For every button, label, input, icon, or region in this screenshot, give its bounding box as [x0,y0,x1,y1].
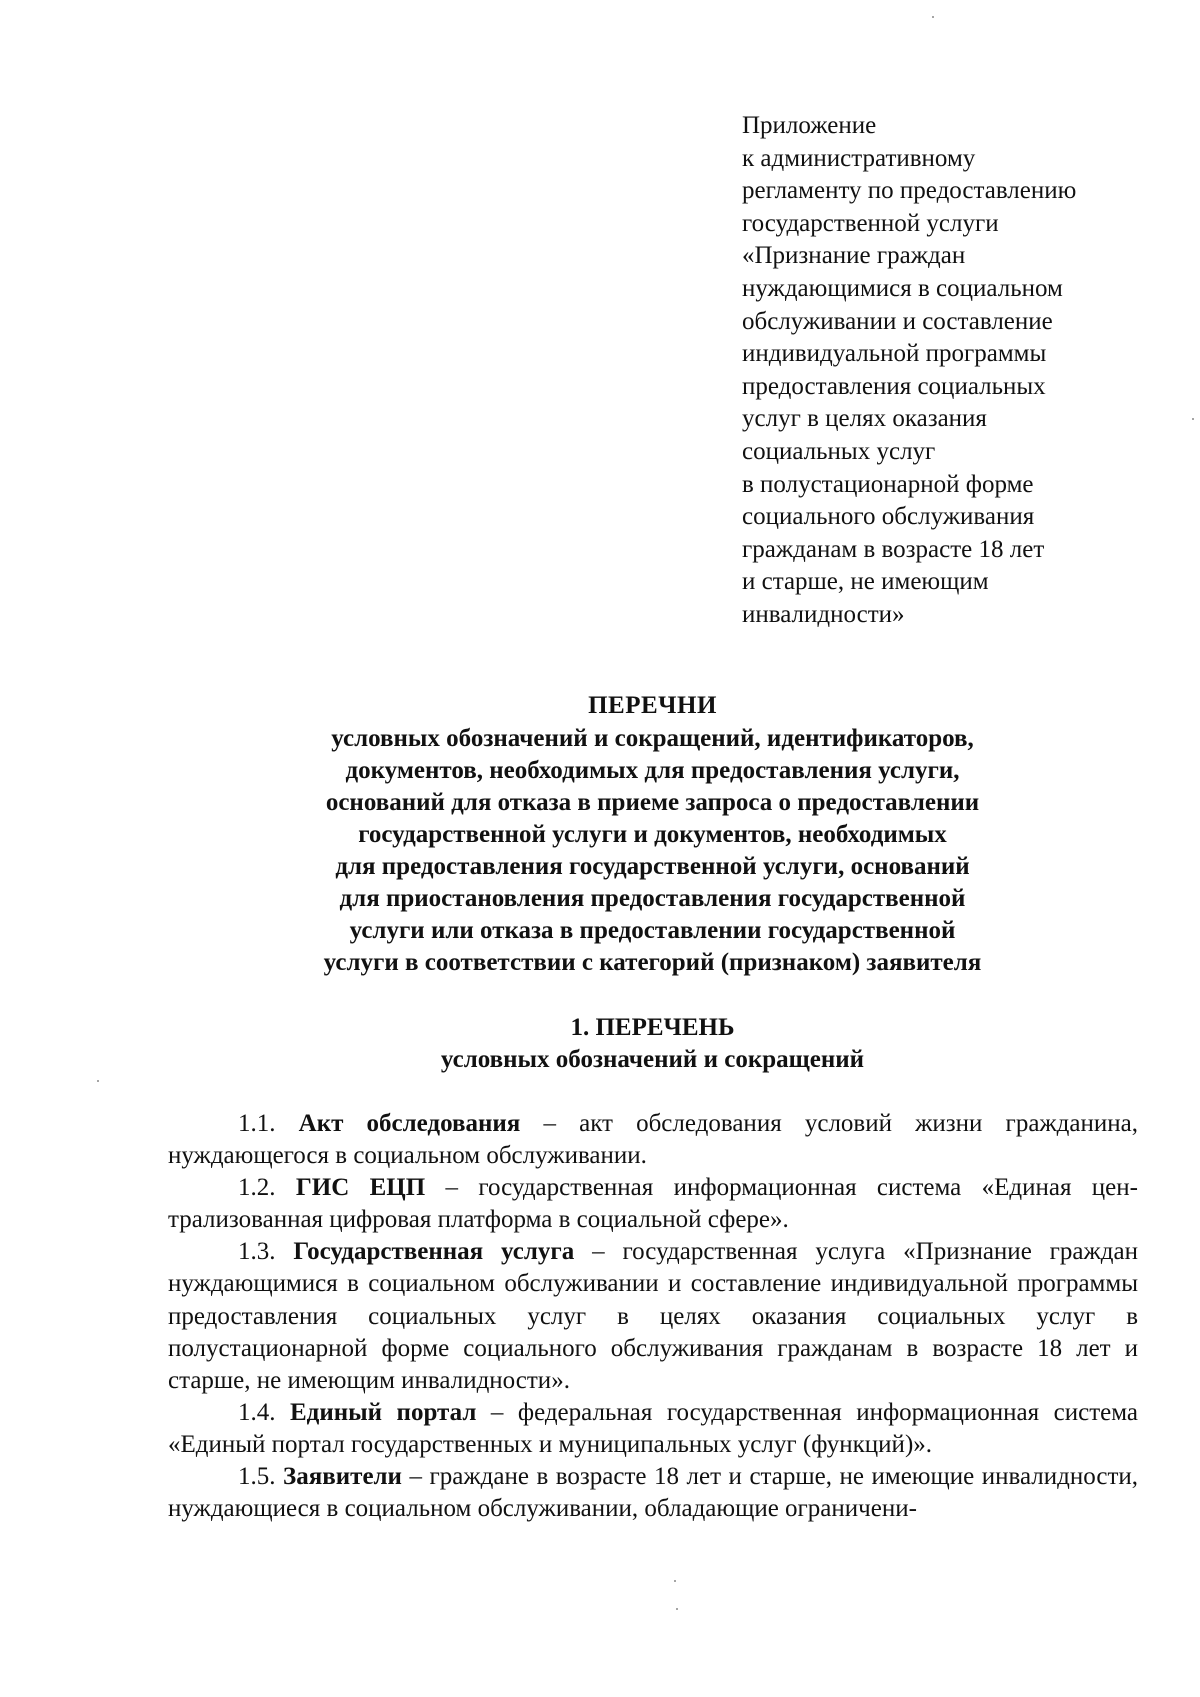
item-term: Заявители [283,1463,402,1491]
appendix-header [742,110,1162,632]
title-line: оснований для отказа в приеме запроса о предоставлении [325,789,980,816]
item-number: 1.1. [238,1110,276,1137]
item-term: ГИС ЕЦП [295,1174,426,1202]
scan-speck [97,1080,99,1082]
appendix-line: нуждающимися в социальном [742,274,1063,302]
appendix-line: индивидуальной программы [742,340,1047,368]
appendix-line: обслуживании и составление [742,307,1053,335]
title-line: для предоставления государственной услуги, оснований [335,853,970,880]
item-text: – граждане в возрасте 18 лет и старше, не имеющие инвалидности, нуждающиеся в социальном обслуживании, обладающие ограничени- [168,1463,1138,1523]
appendix-line: государственной услуги [742,209,999,237]
section-heading [170,1012,1135,1076]
title-line: для приостановления предоставления государственной [339,885,966,912]
title-line: условных обозначений и сокращений, идентификаторов, [331,725,974,752]
item-term: Акт обследования [298,1110,521,1137]
title-line: услуги или отказа в предоставлении государственной [349,917,956,944]
item-text: – федеральная государственная информационная система «Единый портал государственных и муниципальных услуг (функций)». [168,1398,1138,1458]
item-term: Единый портал [290,1398,477,1426]
item-text: – акт обследования условий жизни гражданина, нуждающегося в социальном обслуживании. [168,1110,1138,1170]
appendix-line: регламенту по предоставлению [742,177,1077,205]
scan-speck [676,1608,678,1610]
item-term: Государственная услуга [293,1238,575,1266]
scan-speck [1192,418,1194,420]
definition-item [168,1172,1138,1236]
appendix-line: услуг в целях оказания [742,405,987,433]
item-text: – государственная услуга «Признание граждан нуждающимися в социальном обслуживании и составление индивидуальной программы предоставления социальных услуг в целях оказания социальных услуг в полустационарной форме социального обслуживания гражданам в возрасте 18 лет и старше, не имеющим инвалидности». [168,1238,1138,1394]
title-line: услуги в соответствии с категорий (признаком) заявителя [323,949,982,976]
definition-item [168,1236,1138,1396]
appendix-line: в полустационарной форме [742,470,1034,498]
appendix-line: и старше, не имеющим [742,568,989,596]
appendix-line: Приложение [742,112,877,139]
definition-item [168,1108,1138,1172]
item-number: 1.5. [238,1463,276,1491]
appendix-line: к административному [742,144,976,172]
section-subheading: условных обозначений и сокращений [440,1046,865,1073]
item-number: 1.2. [238,1174,276,1202]
title-line: государственной услуги и документов, необходимых [358,821,947,848]
title-main: ПЕРЕЧНИ [588,692,717,719]
title-line: документов, необходимых для предоставления услуги, [345,757,960,784]
definition-item [168,1461,1138,1525]
scan-speck [932,16,934,18]
scan-speck [674,1580,676,1582]
appendix-line: социального обслуживания [742,503,1035,531]
item-number: 1.4. [238,1398,276,1426]
appendix-line: предоставления социальных [742,372,1046,400]
document-title [170,690,1135,979]
item-text: – государственная информационная система «Единая централизованная цифровая платформа в социальной сфере». [168,1174,1138,1234]
appendix-line: «Признание граждан [742,242,966,270]
appendix-line: социальных услуг [742,437,936,465]
appendix-line: гражданам в возрасте 18 лет [742,535,1045,563]
section-heading-main: 1. ПЕРЕЧЕНЬ [570,1014,735,1041]
item-number: 1.3. [238,1238,276,1266]
definitions-list [168,1108,1138,1525]
definition-item [168,1397,1138,1461]
appendix-line: инвалидности» [742,600,905,628]
